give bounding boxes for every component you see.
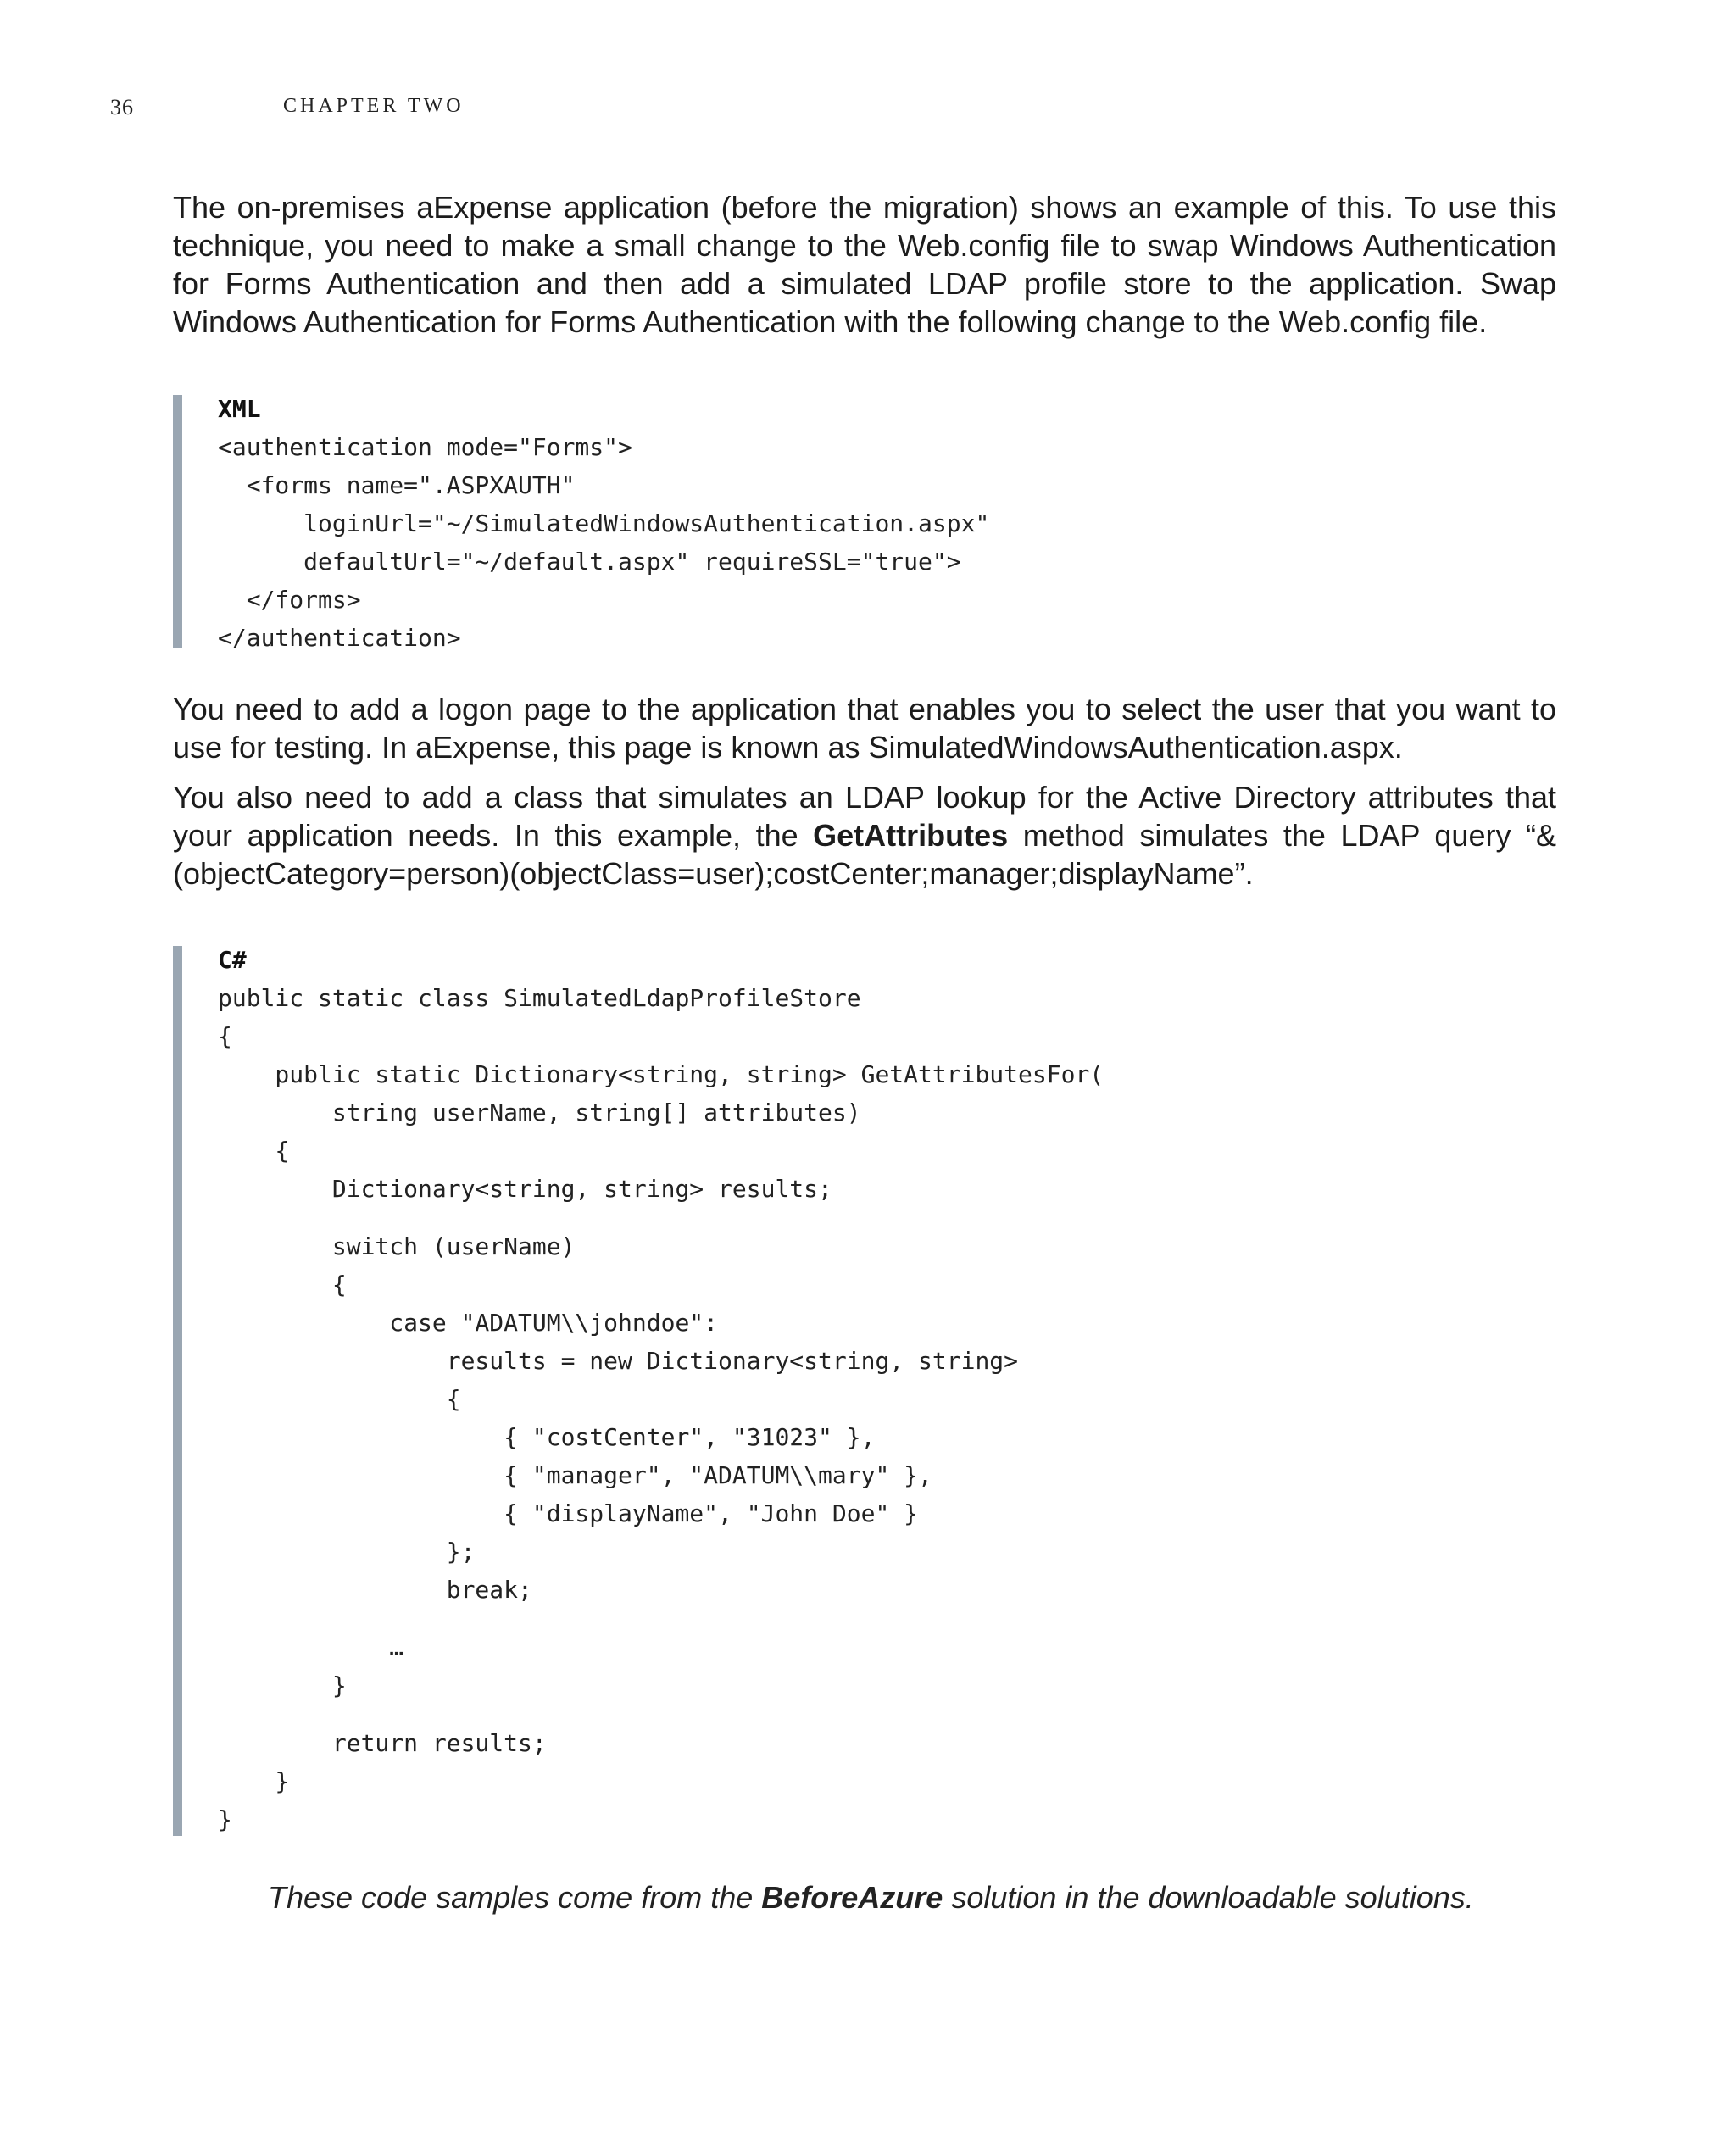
code-line: { [218,1137,290,1165]
solution-name: BeforeAzure [761,1880,943,1915]
code-line: }; [218,1538,476,1566]
paragraph-text: You also need to add a class that simulates an LDAP lookup for the Active Directory attributes that your application needs. In this example, the [173,780,1556,853]
code-line: <authentication mode="Forms"> [218,433,632,461]
code-block-xml [173,395,1556,652]
code-line: loginUrl="~/SimulatedWindowsAuthentication.aspx" [218,509,990,537]
code-line: </forms> [218,586,361,614]
page-number: 36 [110,95,134,120]
code-line: { [218,1022,232,1050]
running-head: CHAPTER TWO [283,95,465,117]
code-block-csharp [173,946,1556,1836]
code-line: { "displayName", "John Doe" } [218,1499,919,1527]
code-line: return results; [218,1729,547,1757]
code-line: switch (userName) [218,1232,576,1260]
code-line: defaultUrl="~/default.aspx" requireSSL="true"> [218,548,961,576]
code-line: Dictionary<string, string> results; [218,1175,832,1203]
paragraph-intro: The on-premises aExpense application (before the migration) shows an example of this. To use this technique, you need to make a small change to the Web.config file to swap Windows Authentication for Forms Authentication and then add a simulated LDAP profile store to the application. Swap Windows Authentication for Forms Authentication with the following change to the Web.config file. [173,190,1556,339]
code-language-label: C# [218,946,247,974]
code-line: … [218,1633,404,1661]
caption-text: solution in the downloadable solutions. [943,1880,1474,1915]
code-line: </authentication> [218,624,461,652]
code-line: } [218,1767,290,1795]
code-line: { [218,1271,347,1299]
method-name: GetAttributes [813,818,1009,853]
code-line: results = new Dictionary<string, string> [218,1347,1019,1375]
code-line: string userName, string[] attributes) [218,1099,861,1126]
code-line: public static class SimulatedLdapProfileStore [218,984,861,1012]
caption-text: These code samples come from the [268,1880,762,1915]
code-line: break; [218,1576,532,1604]
paragraph-logon-page: You need to add a logon page to the application that enables you to select the user that you want to use for testing. In aExpense, this page is known as SimulatedWindowsAuthentication.aspx. [173,692,1556,765]
code-language-label: XML [218,395,261,423]
code-line: public static Dictionary<string, string> GetAttributesFor( [218,1060,1104,1088]
code-line: { "costCenter", "31023" }, [218,1423,876,1451]
code-line: } [218,1672,347,1699]
code-line: { [218,1385,461,1413]
code-line: { "manager", "ADATUM\\mary" }, [218,1461,932,1489]
caption [268,1880,1497,1916]
code-line: <forms name=".ASPXAUTH" [218,471,576,499]
paragraph-ldap-lookup [173,778,1556,893]
paragraph-text: method simulates the LDAP query “&(objectCategory=person)(objectClass=user);costCenter;manager;displayName”. [173,818,1556,891]
code-line: case "ADATUM\\johndoe": [218,1309,719,1337]
code-line: } [218,1805,232,1833]
